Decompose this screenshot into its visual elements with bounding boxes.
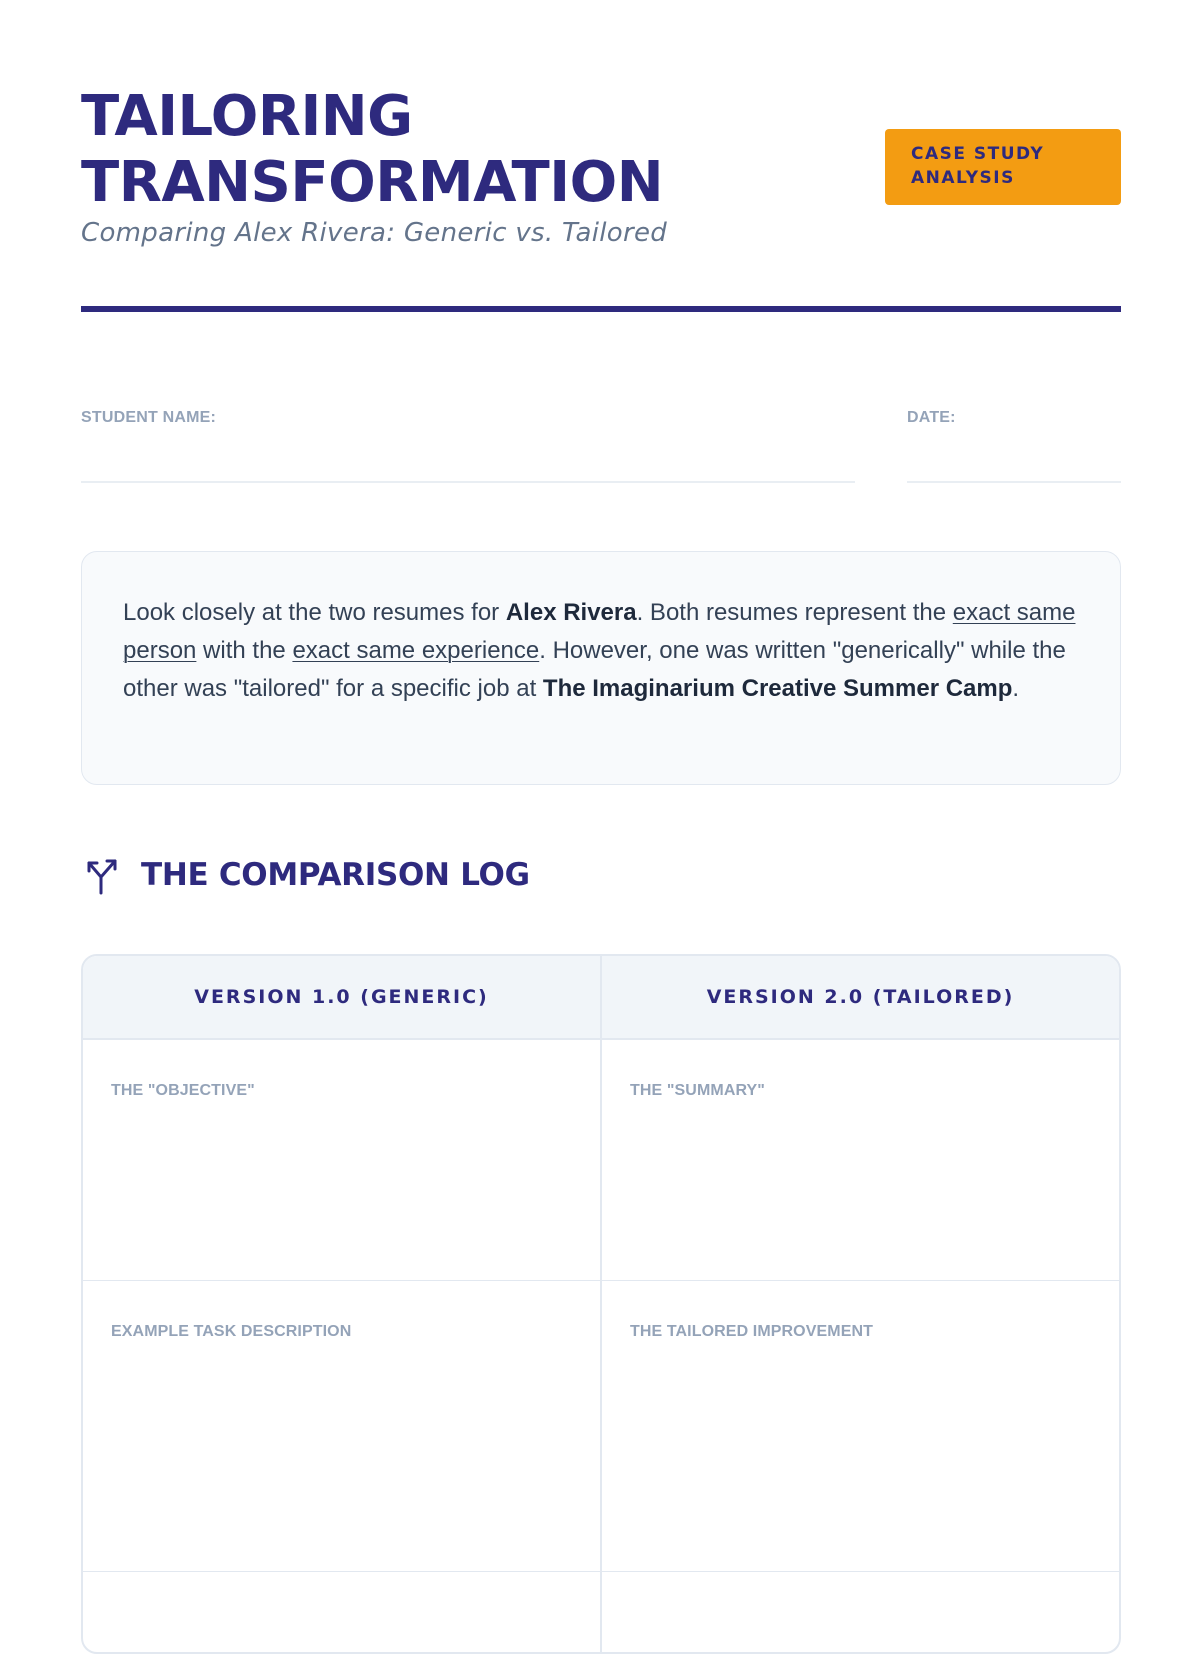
cell-label-objective: THE "OBJECTIVE": [111, 1082, 255, 1099]
table-row: [83, 1040, 1119, 1281]
page-title: [81, 84, 781, 216]
badge-line-1: CASE STUDY: [911, 144, 1045, 164]
title-line-2: TRANSFORMATION: [81, 150, 664, 215]
student-name-field[interactable]: [81, 481, 855, 483]
column-header-tailored: VERSION 2.0 (TAILORED): [600, 956, 1119, 1038]
intro-text-2: . Both resumes represent the: [636, 599, 953, 626]
intro-bold-name: Alex Rivera: [505, 599, 637, 626]
cell-label-summary: THE "SUMMARY": [630, 1082, 765, 1099]
empty-cell-left[interactable]: [83, 1572, 600, 1654]
date-field[interactable]: [907, 481, 1121, 483]
comparison-table: [81, 954, 1121, 1654]
cell-label-task-description: EXAMPLE TASK DESCRIPTION: [111, 1323, 352, 1340]
title-line-1: TAILORING: [81, 84, 413, 149]
date-label: DATE:: [907, 409, 956, 426]
section-title: THE COMPARISON LOG: [141, 857, 530, 893]
column-header-generic: VERSION 1.0 (GENERIC): [194, 986, 489, 1008]
intro-underline-person: exact same person: [123, 599, 1076, 664]
table-header-row: [83, 956, 1119, 1040]
task-description-cell[interactable]: [83, 1281, 600, 1571]
tailored-improvement-cell[interactable]: [600, 1281, 1119, 1571]
page-header: [81, 84, 1121, 314]
intro-underline-experience: exact same experience: [292, 637, 540, 664]
intro-box: [81, 551, 1121, 785]
intro-text-4: . However, one was written "generically" while the other was "tailored" for a specific job at: [123, 637, 1066, 702]
cell-label-tailored-improvement: THE TAILORED IMPROVEMENT: [630, 1323, 873, 1340]
student-name-label: STUDENT NAME:: [81, 409, 217, 426]
intro-text-5: .: [1012, 675, 1020, 702]
page-subtitle: Comparing Alex Rivera: Generic vs. Tailored: [81, 218, 668, 248]
badge-line-2: ANALYSIS: [911, 168, 1015, 188]
summary-cell[interactable]: [600, 1040, 1119, 1280]
intro-text-1: Look closely at the two resumes for: [123, 599, 506, 626]
split-arrows-icon: [81, 855, 121, 895]
objective-cell[interactable]: [83, 1040, 600, 1280]
comparison-section-heading: [81, 855, 530, 895]
table-row: [83, 1281, 1119, 1572]
intro-text-3: with the: [196, 637, 293, 664]
table-row: [83, 1572, 1119, 1654]
header-divider: [81, 306, 1121, 312]
empty-cell-right[interactable]: [600, 1572, 1119, 1654]
case-study-badge: [885, 129, 1121, 205]
intro-bold-camp: The Imaginarium Creative Summer Camp: [542, 675, 1013, 702]
